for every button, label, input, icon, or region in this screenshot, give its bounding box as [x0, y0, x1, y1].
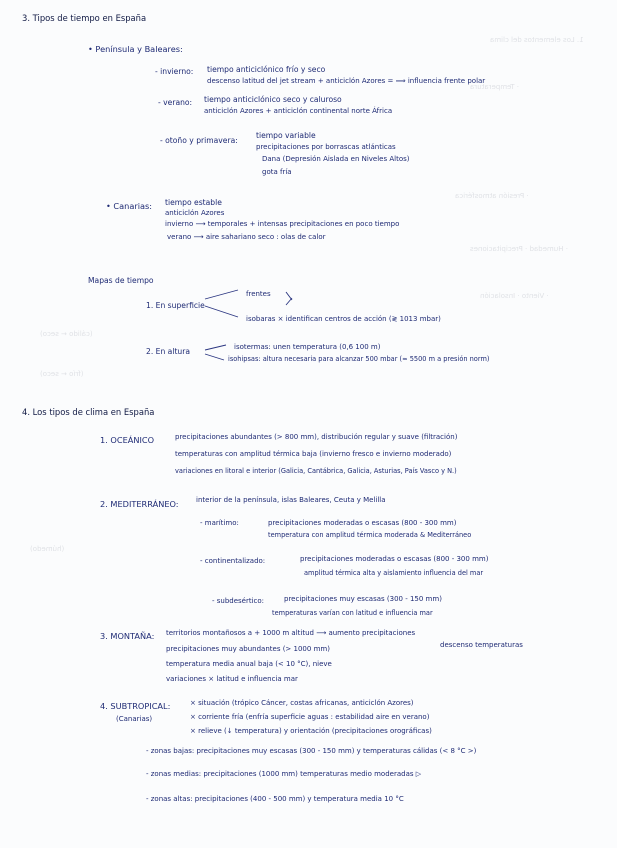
invierno-line-1: tiempo anticiclónico frío y seco — [207, 65, 326, 74]
verano-line-1: tiempo anticiclónico seco y caluroso — [204, 95, 342, 104]
continentalizado-label: - continentalizado: — [200, 557, 266, 565]
mapas-frentes: frentes — [246, 290, 271, 298]
oceanico-line-3: variaciones en litoral e interior (Galicia, Cantábrica, Galicia, Asturias, País Vasco y N.) — [175, 467, 457, 475]
zonas-bajas: - zonas bajas: precipitaciones muy escasas (300 - 150 mm) y temperaturas cálidas (< 8 °C >) — [146, 747, 477, 755]
peninsula-label: • Península y Baleares: — [88, 44, 183, 54]
mediterraneo-intro: interior de la península, islas Baleares, Ceuta y Melilla — [196, 496, 386, 504]
canarias-verano: verano ⟶ aire sahariano seco : olas de calor — [167, 233, 326, 241]
montana-line-4: variaciones × latitud e influencia mar — [166, 675, 298, 683]
bleed-text: · Temperatura — [470, 83, 519, 91]
otono-line-3: Dana (Depresión Aislada en Niveles Altos) — [262, 155, 410, 163]
mapas-isohipsas: isohipsas: altura necesaria para alcanzar 500 mbar (≈ 5500 m a presión norm) — [228, 355, 490, 363]
mediterraneo-label: 2. MEDITERRÁNEO: — [100, 499, 179, 509]
montana-label: 3. MONTAÑA: — [100, 631, 155, 641]
bleed-text: (frío ← seco) — [40, 370, 84, 378]
subtropical-line-2: × corriente fría (enfría superficie aguas : estabilidad aire en verano) — [190, 713, 430, 721]
bleed-text: (cálido ← seco) — [40, 330, 93, 338]
maritimo-line-2: temperatura con amplitud térmica moderada & Mediterráneo — [268, 531, 472, 539]
verano-line-2: anticiclón Azores + anticiclón continental norte África — [204, 107, 393, 115]
subdesertico-line-2: temperaturas varían con latitud e influencia mar — [272, 609, 433, 617]
otono-line-2: precipitaciones por borrascas atlánticas — [256, 143, 396, 151]
bleed-text: · Presión atmosférica — [455, 192, 529, 200]
mapas-isobaras: isobaras × identifican centros de acción (≷ 1013 mbar) — [246, 315, 441, 323]
maritimo-line-1: precipitaciones moderadas o escasas (800 - 300 mm) — [268, 519, 457, 527]
mapas-superficie-label: 1. En superficie — [146, 301, 205, 310]
oceanico-line-2: temperaturas con amplitud térmica baja (invierno fresco e invierno moderado) — [175, 450, 452, 458]
continentalizado-line-2: amplitud térmica alta y aislamiento influencia del mar — [304, 569, 484, 577]
section-4-title: 4. Los tipos de clima en España — [22, 407, 155, 417]
zonas-medias: - zonas medias: precipitaciones (1000 mm) temperaturas medio moderadas ▷ — [146, 770, 422, 778]
verano-label: - verano: — [158, 98, 193, 107]
bleed-text: · Viento · Insolación — [480, 292, 549, 300]
montana-line-1: territorios montañosos a + 1000 m altitud ⟶ aumento precipitaciones — [166, 629, 416, 637]
subtropical-sub: (Canarias) — [116, 715, 153, 723]
otono-line-4: gota fría — [262, 168, 292, 176]
section-3-title: 3. Tipos de tiempo en España — [22, 13, 147, 23]
bleed-text: 1. Los elementos del clima — [490, 36, 584, 44]
otono-label: - otoño y primavera: — [160, 136, 238, 145]
maritimo-label: - marítimo: — [200, 519, 239, 527]
canarias-line-1: tiempo estable — [165, 198, 222, 207]
invierno-label: - invierno: — [155, 67, 194, 76]
subdesertico-label: - subdesértico: — [212, 597, 265, 605]
montana-line-1b: descenso temperaturas — [440, 641, 523, 649]
canarias-label: • Canarias: — [106, 201, 153, 211]
otono-line-1: tiempo variable — [256, 131, 316, 140]
montana-line-2: precipitaciones muy abundantes (> 1000 mm) — [166, 645, 330, 653]
montana-line-3: temperatura media anual baja (< 10 °C), nieve — [166, 660, 332, 668]
subtropical-line-3: × relieve (↓ temperatura) y orientación (precipitaciones orográficas) — [190, 727, 432, 735]
mapas-title: Mapas de tiempo — [88, 276, 154, 285]
subtropical-line-1: × situación (trópico Cáncer, costas africanas, anticiclón Azores) — [190, 699, 414, 707]
mapas-isotermas: isotermas: unen temperatura (0,6 100 m) — [234, 343, 381, 351]
zonas-altas: - zonas altas: precipitaciones (400 - 500 mm) y temperatura media 10 °C — [146, 795, 404, 803]
continentalizado-line-1: precipitaciones moderadas o escasas (800 - 300 mm) — [300, 555, 489, 563]
mapas-altura-label: 2. En altura — [146, 347, 191, 356]
canarias-invierno: invierno ⟶ temporales + intensas precipitaciones en poco tiempo — [165, 220, 400, 228]
bleed-text: (húmedo) — [30, 545, 65, 553]
subdesertico-line-1: precipitaciones muy escasas (300 - 150 mm) — [284, 595, 442, 603]
oceanico-label: 1. OCEÁNICO — [100, 435, 155, 445]
subtropical-label: 4. SUBTROPICAL: — [100, 701, 171, 711]
oceanico-line-1: precipitaciones abundantes (> 800 mm), distribución regular y suave (filtración) — [175, 433, 458, 441]
invierno-line-2: descenso latitud del jet stream + anticiclón Azores = ⟹ influencia frente polar — [207, 77, 486, 85]
canarias-line-2: anticiclón Azores — [165, 209, 225, 217]
bleed-text: · Humedad · Precipitaciones — [470, 245, 568, 253]
